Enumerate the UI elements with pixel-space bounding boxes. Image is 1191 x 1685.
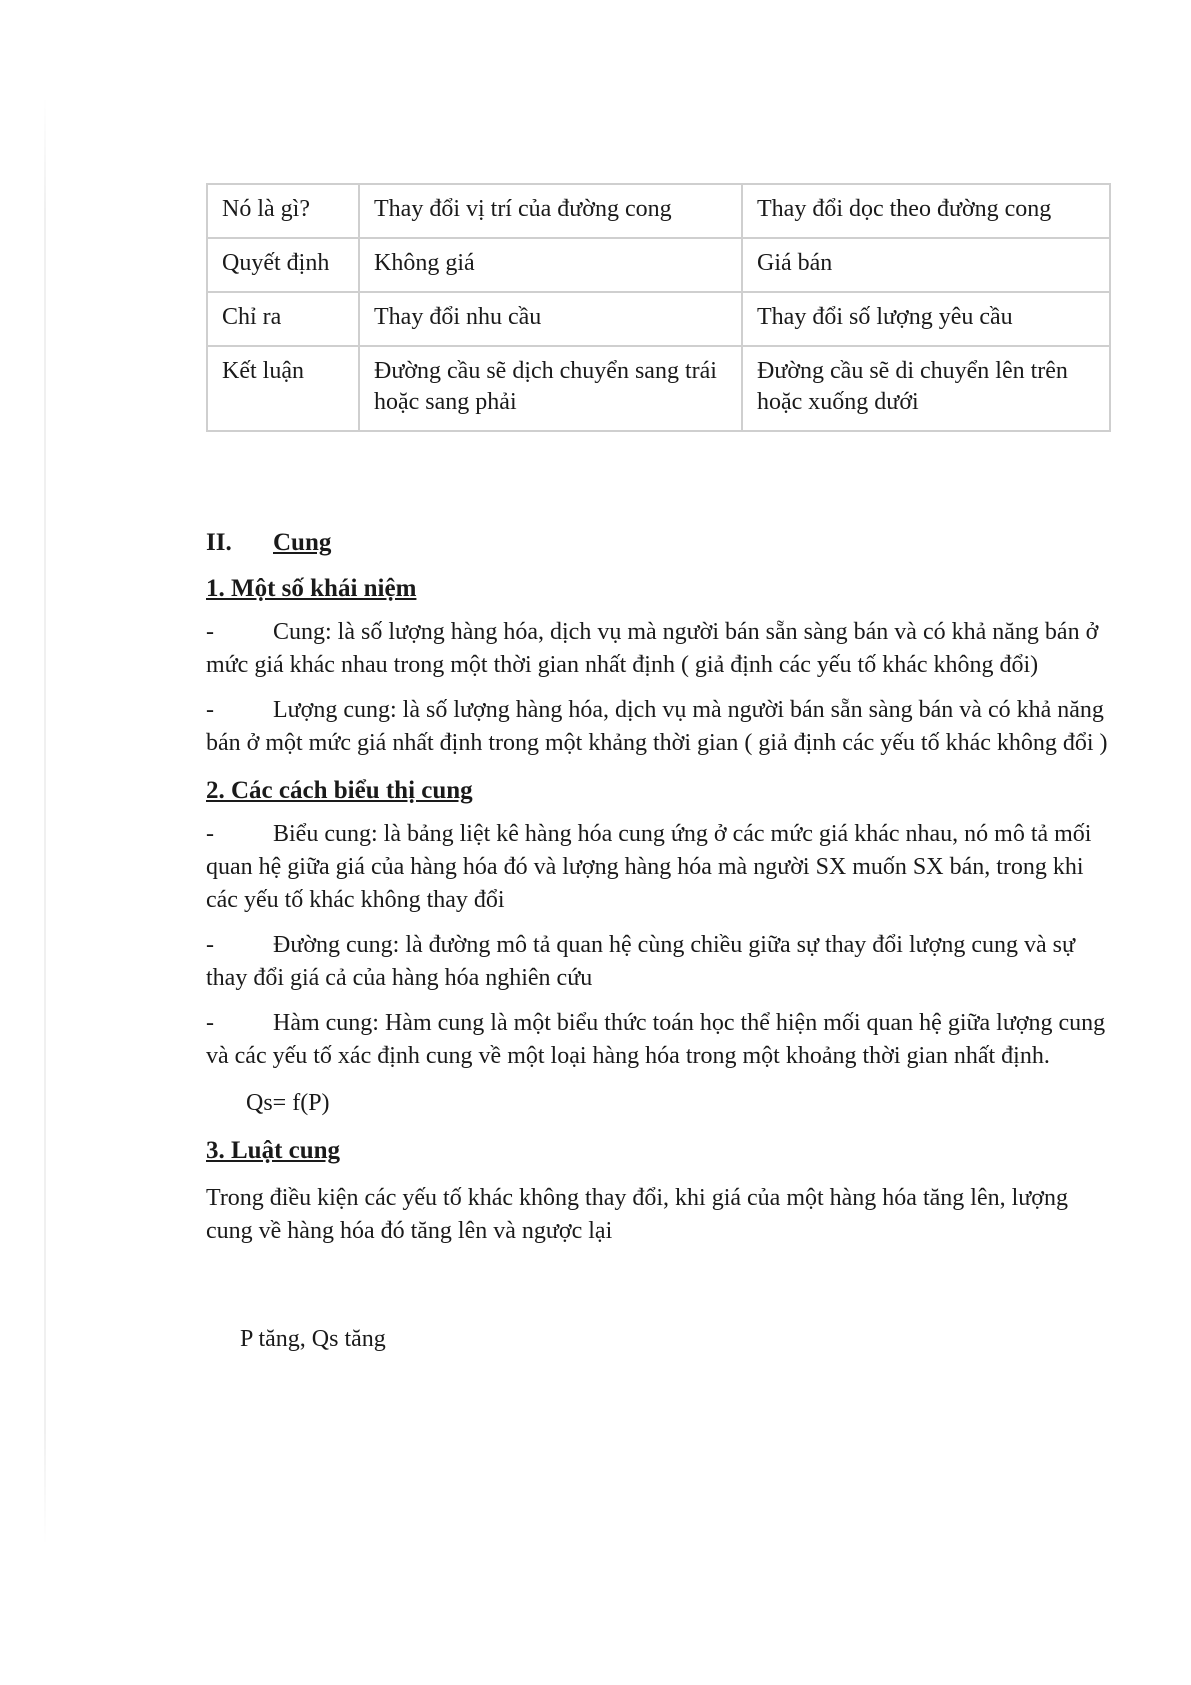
paragraph-text: Cung: là số lượng hàng hóa, dịch vụ mà người bán sẵn sàng bán và có khả năng bán ở mức giá khác nhau trong một thời gian nhất định ( giả định các yếu tố khác không đổi) [206,619,1099,678]
subheading-law-of-supply: 3. Luật cung [206,1137,341,1164]
table-row [207,346,1110,431]
table-cell: Thay đổi số lượng yêu cầu [742,292,1110,346]
table-cell: Đường cầu sẽ di chuyển lên trên hoặc xuống dưới [742,346,1110,431]
paragraph-supply-function [206,1007,1109,1073]
section-title: Cung [273,529,332,556]
bullet-dash: - [206,821,214,847]
paragraph-text: Biểu cung: là bảng liệt kê hàng hóa cung ứng ở các mức giá khác nhau, nó mô tả mối quan hệ giữa giá của hàng hóa đó và lượng hàng hóa mà người SX muốn SX bán, trong khi các yếu tố khác không thay đổi [206,821,1092,913]
table-cell: Kết luận [207,346,359,431]
bullet-dash: - [206,932,214,958]
bullet-dash: - [206,697,214,723]
table-cell: Nó là gì? [207,184,359,238]
section-number: II. [206,529,232,556]
table-cell: Không giá [359,238,742,292]
table-row [207,292,1110,346]
supply-formula: Qs= f(P) [246,1090,330,1116]
table-row [207,238,1110,292]
subheading-representations: 2. Các cách biểu thị cung [206,777,473,804]
document-content [206,183,1109,1356]
bullet-dash: - [206,1010,214,1036]
table-cell: Thay đổi vị trí của đường cong [359,184,742,238]
table-cell: Chỉ ra [207,292,359,346]
table-cell: Giá bán [742,238,1110,292]
table-cell: Quyết định [207,238,359,292]
paragraph-text: Đường cung: là đường mô tả quan hệ cùng chiều giữa sự thay đổi lượng cung và sự thay đổi giá cả của hàng hóa nghiên cứu [206,932,1075,991]
paragraph-text: Hàm cung: Hàm cung là một biểu thức toán học thể hiện mối quan hệ giữa lượng cung và các yếu tố xác định cung về một loại hàng hóa trong một khoảng thời gian nhất định. [206,1010,1106,1069]
paragraph-supply-definition [206,616,1109,682]
page-edge [44,96,46,1546]
subheading-concepts: 1. Một số khái niệm [206,575,417,602]
law-of-supply-rule: P tăng, Qs tăng [240,1326,386,1352]
paragraph-supply-schedule [206,818,1109,917]
table-cell: Thay đổi nhu cầu [359,292,742,346]
table-cell: Thay đổi dọc theo đường cong [742,184,1110,238]
paragraph-quantity-supplied [206,694,1109,760]
table-row [207,184,1110,238]
section-heading [206,528,1109,558]
bullet-dash: - [206,619,214,645]
paragraph-text: Lượng cung: là số lượng hàng hóa, dịch vụ mà người bán sẵn sàng bán và có khả năng bán ở một mức giá nhất định trong một khảng thời gian ( giả định các yếu tố khác không đổi ) [206,697,1108,756]
comparison-table [206,183,1111,432]
paragraph-supply-curve [206,929,1109,995]
table-cell: Đường cầu sẽ dịch chuyển sang trái hoặc sang phải [359,346,742,431]
law-of-supply-text: Trong điều kiện các yếu tố khác không thay đổi, khi giá của một hàng hóa tăng lên, lượng cung về hàng hóa đó tăng lên và ngược lại [206,1185,1068,1244]
